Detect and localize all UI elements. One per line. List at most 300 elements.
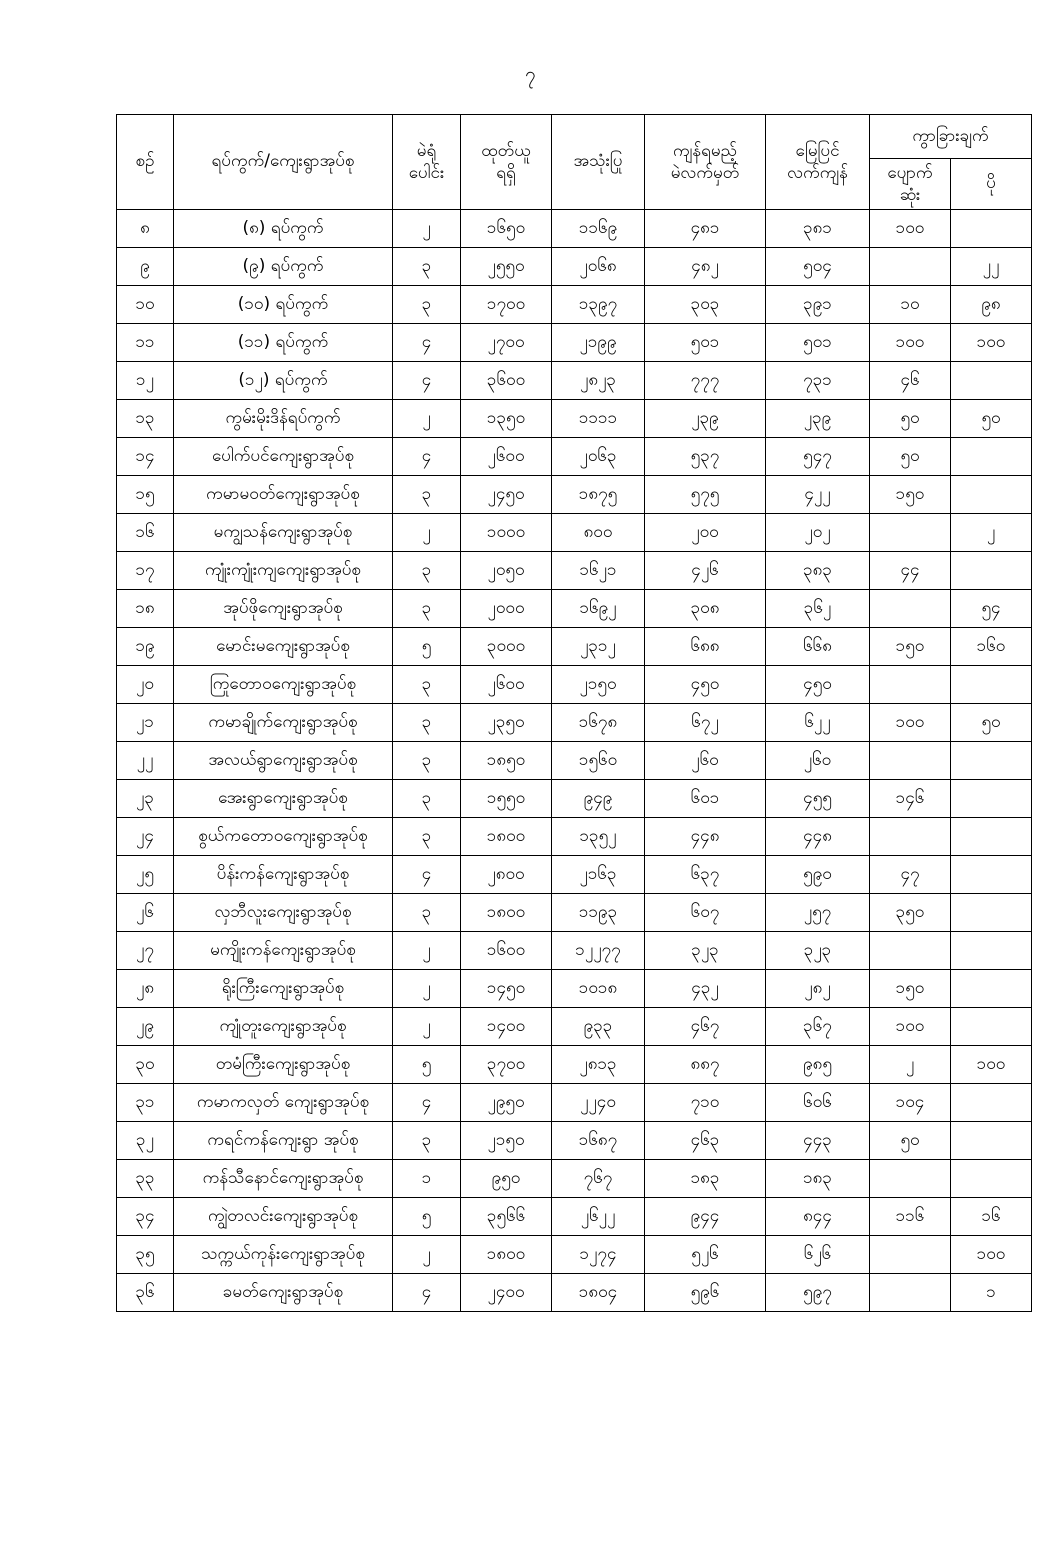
- cell-remaining: ၈၈၇: [645, 1046, 766, 1084]
- cell-missing: [870, 818, 951, 856]
- cell-remaining: ၃၀၈: [645, 590, 766, 628]
- cell-ground-balance: ၃၈၃: [766, 552, 870, 590]
- cell-no: ၈: [117, 210, 174, 248]
- table-row: [117, 1274, 1032, 1312]
- cell-remaining: ၆၀၁: [645, 780, 766, 818]
- cell-extra: [951, 362, 1032, 400]
- cell-no: ၃၃: [117, 1160, 174, 1198]
- cell-used: ၂၆၂၂: [552, 1198, 645, 1236]
- cell-ground-balance: ၂၆၀: [766, 742, 870, 780]
- table-header: [117, 115, 1032, 210]
- cell-extra: ၅၄: [951, 590, 1032, 628]
- cell-missing: [870, 742, 951, 780]
- cell-extra: ၁: [951, 1274, 1032, 1312]
- cell-issued: ၂၁၅၀: [461, 1122, 552, 1160]
- cell-polling-stations: ၂: [393, 400, 461, 438]
- column-header-polling-stations-line1: မဲရုံ: [416, 141, 437, 161]
- cell-issued: ၁၀၀၀: [461, 514, 552, 552]
- table-header-row-1: [117, 115, 1032, 159]
- page-number: ၇: [525, 63, 536, 85]
- cell-polling-stations: ၂: [393, 932, 461, 970]
- cell-remaining: ၂၃၉: [645, 400, 766, 438]
- cell-remaining: ၄၆၃: [645, 1122, 766, 1160]
- column-header-issued-line2: ရရှိ: [496, 163, 516, 184]
- cell-name: (၈) ရပ်ကွက်: [174, 210, 393, 248]
- table-row: [117, 1084, 1032, 1122]
- cell-remaining: ၄၃၂: [645, 970, 766, 1008]
- cell-no: ၂၉: [117, 1008, 174, 1046]
- cell-no: ၁၆: [117, 514, 174, 552]
- cell-name: ကျုံးကျုံးကျကျေးရွာအုပ်စု: [174, 552, 393, 590]
- cell-ground-balance: ၃၉၁: [766, 286, 870, 324]
- cell-issued: ၁၆၀၀: [461, 932, 552, 970]
- column-header-remaining-line1: ကျန်ရမည့်: [672, 141, 738, 161]
- ballot-summary-table: [116, 114, 1032, 1312]
- column-header-polling-stations-line2: ပေါင်း: [408, 163, 445, 184]
- cell-remaining: ၄၅၀: [645, 666, 766, 704]
- cell-remaining: ၄၈၂: [645, 248, 766, 286]
- cell-polling-stations: ၃: [393, 1122, 461, 1160]
- cell-name: (၁၁) ရပ်ကွက်: [174, 324, 393, 362]
- cell-remaining: ၅၇၅: [645, 476, 766, 514]
- cell-polling-stations: ၂: [393, 1008, 461, 1046]
- cell-missing: [870, 590, 951, 628]
- cell-polling-stations: ၄: [393, 856, 461, 894]
- cell-name: တမံကြီးကျေးရွာအုပ်စု: [174, 1046, 393, 1084]
- cell-missing: [870, 514, 951, 552]
- cell-no: ၂၆: [117, 894, 174, 932]
- cell-name: သက္ကယ်ကုန်းကျေးရွာအုပ်စု: [174, 1236, 393, 1274]
- cell-missing: ၁၀၀: [870, 210, 951, 248]
- cell-name: အေးရွာကျေးရွာအုပ်စု: [174, 780, 393, 818]
- cell-extra: [951, 894, 1032, 932]
- cell-issued: ၁၆၅၀: [461, 210, 552, 248]
- cell-ground-balance: ၃၈၁: [766, 210, 870, 248]
- cell-ground-balance: ၆၂၆: [766, 1236, 870, 1274]
- column-header-remaining: [645, 115, 766, 210]
- cell-remaining: ၇၇၇: [645, 362, 766, 400]
- table-row: [117, 704, 1032, 742]
- cell-missing: [870, 932, 951, 970]
- cell-remaining: ၄၄၈: [645, 818, 766, 856]
- table-row: [117, 1008, 1032, 1046]
- table-row: [117, 742, 1032, 780]
- cell-ground-balance: ၅၀၄: [766, 248, 870, 286]
- cell-polling-stations: ၃: [393, 590, 461, 628]
- cell-polling-stations: ၃: [393, 286, 461, 324]
- cell-extra: [951, 970, 1032, 1008]
- cell-missing: ၁၀: [870, 286, 951, 324]
- table-row: [117, 970, 1032, 1008]
- cell-name: ပိန်းကန်ကျေးရွာအုပ်စု: [174, 856, 393, 894]
- cell-issued: ၂၈၀၀: [461, 856, 552, 894]
- cell-name: ပေါက်ပင်ကျေးရွာအုပ်စု: [174, 438, 393, 476]
- cell-used: ၇၆၇: [552, 1160, 645, 1198]
- cell-extra: [951, 856, 1032, 894]
- cell-name: ကြုတောဝကျေးရွာအုပ်စု: [174, 666, 393, 704]
- cell-polling-stations: ၃: [393, 552, 461, 590]
- cell-missing: ၃၅၀: [870, 894, 951, 932]
- cell-extra: [951, 210, 1032, 248]
- cell-polling-stations: ၅: [393, 1198, 461, 1236]
- cell-remaining: ၁၈၃: [645, 1160, 766, 1198]
- cell-polling-stations: ၃: [393, 894, 461, 932]
- cell-used: ၂၂၄၀: [552, 1084, 645, 1122]
- cell-used: ၁၃၅၂: [552, 818, 645, 856]
- cell-issued: ၂၀၅၀: [461, 552, 552, 590]
- cell-name: ကျွဲတလင်းကျေးရွာအုပ်စု: [174, 1198, 393, 1236]
- cell-issued: ၂၆၀၀: [461, 666, 552, 704]
- column-header-issued: [461, 115, 552, 210]
- cell-polling-stations: ၁: [393, 1160, 461, 1198]
- table-row: [117, 1198, 1032, 1236]
- cell-no: ၁၁: [117, 324, 174, 362]
- cell-no: ၂၂: [117, 742, 174, 780]
- cell-no: ၃၁: [117, 1084, 174, 1122]
- cell-polling-stations: ၂: [393, 210, 461, 248]
- cell-extra: ၅၀: [951, 704, 1032, 742]
- cell-missing: ၁၀၀: [870, 324, 951, 362]
- cell-used: ၁၈၇၅: [552, 476, 645, 514]
- cell-missing: ၄၆: [870, 362, 951, 400]
- cell-missing: ၁၅၀: [870, 628, 951, 666]
- column-header-difference: ကွာခြားချက်: [870, 115, 1032, 159]
- cell-ground-balance: ၂၃၉: [766, 400, 870, 438]
- cell-ground-balance: ၅၄၇: [766, 438, 870, 476]
- cell-remaining: ၉၄၄: [645, 1198, 766, 1236]
- cell-extra: ၁၆: [951, 1198, 1032, 1236]
- cell-used: ၁၀၁၈: [552, 970, 645, 1008]
- cell-name: ကွမ်းမိုးဒိန်ရပ်ကွက်: [174, 400, 393, 438]
- cell-name: (၁၀) ရပ်ကွက်: [174, 286, 393, 324]
- cell-no: ၁၀: [117, 286, 174, 324]
- cell-no: ၁၃: [117, 400, 174, 438]
- cell-remaining: ၆၇၂: [645, 704, 766, 742]
- cell-remaining: ၃၂၃: [645, 932, 766, 970]
- cell-ground-balance: ၅၉၀: [766, 856, 870, 894]
- cell-name: ကန်သီနောင်ကျေးရွာအုပ်စု: [174, 1160, 393, 1198]
- column-header-extra: ပို: [951, 159, 1032, 210]
- cell-polling-stations: ၄: [393, 362, 461, 400]
- table-row: [117, 248, 1032, 286]
- table-body: [117, 210, 1032, 1312]
- table-row: [117, 818, 1032, 856]
- cell-used: ၉၄၉: [552, 780, 645, 818]
- cell-missing: [870, 248, 951, 286]
- cell-issued: ၁၈၀၀: [461, 894, 552, 932]
- column-header-missing-line1: ပျောက်: [887, 163, 933, 183]
- cell-name: ခမတ်ကျေးရွာအုပ်စု: [174, 1274, 393, 1312]
- cell-extra: [951, 780, 1032, 818]
- cell-polling-stations: ၃: [393, 476, 461, 514]
- cell-used: ၁၁၉၃: [552, 894, 645, 932]
- cell-extra: [951, 1084, 1032, 1122]
- cell-polling-stations: ၄: [393, 324, 461, 362]
- cell-issued: ၂၆၀၀: [461, 438, 552, 476]
- cell-issued: ၉၅၀: [461, 1160, 552, 1198]
- cell-polling-stations: ၃: [393, 248, 461, 286]
- cell-name: ကျုံတူးကျေးရွာအုပ်စု: [174, 1008, 393, 1046]
- table-row: [117, 438, 1032, 476]
- cell-remaining: ၄၆၇: [645, 1008, 766, 1046]
- cell-issued: ၁၄၀၀: [461, 1008, 552, 1046]
- cell-polling-stations: ၃: [393, 818, 461, 856]
- cell-used: ၁၆၇၈: [552, 704, 645, 742]
- cell-no: ၂၇: [117, 932, 174, 970]
- cell-name: အုပ်ဖိုကျေးရွာအုပ်စု: [174, 590, 393, 628]
- cell-polling-stations: ၄: [393, 438, 461, 476]
- cell-used: ၁၆၈၇: [552, 1122, 645, 1160]
- column-header-remaining-line2: မဲလက်မှတ်: [670, 163, 740, 184]
- cell-remaining: ၆၈၈: [645, 628, 766, 666]
- cell-extra: [951, 438, 1032, 476]
- column-header-missing: [870, 159, 951, 210]
- cell-ground-balance: ၂၀၂: [766, 514, 870, 552]
- column-header-no: စဉ်: [117, 115, 174, 210]
- cell-used: ၁၂၇၄: [552, 1236, 645, 1274]
- cell-ground-balance: ၄၄၈: [766, 818, 870, 856]
- cell-extra: [951, 1008, 1032, 1046]
- cell-used: ၁၆၂၁: [552, 552, 645, 590]
- cell-no: ၂၀: [117, 666, 174, 704]
- table-row: [117, 286, 1032, 324]
- cell-issued: ၁၄၅၀: [461, 970, 552, 1008]
- cell-polling-stations: ၅: [393, 628, 461, 666]
- cell-no: ၁၈: [117, 590, 174, 628]
- cell-ground-balance: ၅၉၇: [766, 1274, 870, 1312]
- cell-extra: ၂၂: [951, 248, 1032, 286]
- cell-extra: [951, 742, 1032, 780]
- cell-issued: ၁၈၀၀: [461, 1236, 552, 1274]
- cell-ground-balance: ၆၀၆: [766, 1084, 870, 1122]
- cell-missing: ၄၇: [870, 856, 951, 894]
- cell-missing: ၁၁၆: [870, 1198, 951, 1236]
- cell-issued: ၃၀၀၀: [461, 628, 552, 666]
- cell-extra: [951, 666, 1032, 704]
- cell-polling-stations: ၃: [393, 742, 461, 780]
- column-header-polling-stations: [393, 115, 461, 210]
- cell-extra: ၁၀၀: [951, 1236, 1032, 1274]
- cell-ground-balance: ၈၄၄: [766, 1198, 870, 1236]
- cell-no: ၃၆: [117, 1274, 174, 1312]
- cell-ground-balance: ၄၅၅: [766, 780, 870, 818]
- cell-polling-stations: ၄: [393, 1274, 461, 1312]
- cell-remaining: ၂၀၀: [645, 514, 766, 552]
- cell-missing: ၅၀: [870, 400, 951, 438]
- cell-name: ကမာမဝတ်ကျေးရွာအုပ်စု: [174, 476, 393, 514]
- table-row: [117, 1236, 1032, 1274]
- cell-missing: ၂: [870, 1046, 951, 1084]
- cell-missing: [870, 1160, 951, 1198]
- cell-issued: ၁၅၅၀: [461, 780, 552, 818]
- cell-ground-balance: ၉၈၅: [766, 1046, 870, 1084]
- cell-used: ၁၈၀၄: [552, 1274, 645, 1312]
- cell-issued: ၃၇၀၀: [461, 1046, 552, 1084]
- cell-extra: [951, 1160, 1032, 1198]
- cell-used: ၉၃၃: [552, 1008, 645, 1046]
- cell-extra: ၁၀၀: [951, 1046, 1032, 1084]
- cell-name: ကရင်ကန်ကျေးရွာ အုပ်စု: [174, 1122, 393, 1160]
- cell-missing: [870, 666, 951, 704]
- cell-issued: ၂၃၅၀: [461, 704, 552, 742]
- cell-issued: ၃၅၆၆: [461, 1198, 552, 1236]
- table-row: [117, 362, 1032, 400]
- cell-remaining: ၅၂၆: [645, 1236, 766, 1274]
- cell-remaining: ၃၀၃: [645, 286, 766, 324]
- cell-used: ၁၅၆၀: [552, 742, 645, 780]
- cell-ground-balance: ၃၆၂: [766, 590, 870, 628]
- cell-missing: ၄၄: [870, 552, 951, 590]
- cell-ground-balance: ၆၆၈: [766, 628, 870, 666]
- cell-ground-balance: ၄၅၀: [766, 666, 870, 704]
- column-header-ground-balance: [766, 115, 870, 210]
- cell-extra: ၂: [951, 514, 1032, 552]
- cell-used: ၁၆၉၂: [552, 590, 645, 628]
- cell-used: ၂၀၆၈: [552, 248, 645, 286]
- cell-used: ၂၈၂၃: [552, 362, 645, 400]
- cell-ground-balance: ၄၄၃: [766, 1122, 870, 1160]
- table-row: [117, 514, 1032, 552]
- column-header-missing-line2: ဆုံး: [899, 185, 921, 206]
- cell-missing: [870, 1236, 951, 1274]
- cell-issued: ၂၄၅၀: [461, 476, 552, 514]
- cell-no: ၂၅: [117, 856, 174, 894]
- column-header-name: ရပ်ကွက်/ကျေးရွာအုပ်စု: [174, 115, 393, 210]
- cell-no: ၂၁: [117, 704, 174, 742]
- cell-remaining: ၇၁၀: [645, 1084, 766, 1122]
- cell-polling-stations: ၄: [393, 1084, 461, 1122]
- cell-missing: ၁၀၀: [870, 704, 951, 742]
- cell-used: ၁၃၉၇: [552, 286, 645, 324]
- cell-no: ၂၈: [117, 970, 174, 1008]
- cell-no: ၃၂: [117, 1122, 174, 1160]
- cell-remaining: ၅၃၇: [645, 438, 766, 476]
- cell-missing: ၁၄၆: [870, 780, 951, 818]
- cell-remaining: ၅၉၆: [645, 1274, 766, 1312]
- cell-ground-balance: ၂၈၂: [766, 970, 870, 1008]
- cell-missing: ၁၅၀: [870, 476, 951, 514]
- cell-missing: ၅၀: [870, 1122, 951, 1160]
- cell-no: ၂၃: [117, 780, 174, 818]
- cell-issued: ၁၈၀၀: [461, 818, 552, 856]
- cell-used: ၂၈၁၃: [552, 1046, 645, 1084]
- cell-no: ၁၇: [117, 552, 174, 590]
- cell-polling-stations: ၅: [393, 1046, 461, 1084]
- cell-extra: [951, 932, 1032, 970]
- cell-ground-balance: ၄၂၂: [766, 476, 870, 514]
- cell-no: ၁၄: [117, 438, 174, 476]
- cell-name: စွယ်ကတောဝကျေးရွာအုပ်စု: [174, 818, 393, 856]
- cell-issued: ၁၃၅၀: [461, 400, 552, 438]
- cell-polling-stations: ၃: [393, 780, 461, 818]
- cell-name: အလယ်ရွာကျေးရွာအုပ်စု: [174, 742, 393, 780]
- cell-issued: ၂၅၅၀: [461, 248, 552, 286]
- cell-missing: ၁၀၀: [870, 1008, 951, 1046]
- table-row: [117, 894, 1032, 932]
- cell-remaining: ၆၀၇: [645, 894, 766, 932]
- table-row: [117, 1160, 1032, 1198]
- cell-name: မကျိုးကန်ကျေးရွာအုပ်စု: [174, 932, 393, 970]
- cell-polling-stations: ၃: [393, 704, 461, 742]
- table-row: [117, 476, 1032, 514]
- cell-extra: ၁၆၀: [951, 628, 1032, 666]
- cell-remaining: ၂၆၀: [645, 742, 766, 780]
- column-header-issued-line1: ထုတ်ယူ: [481, 141, 531, 161]
- table-container: [0, 114, 1061, 1312]
- cell-used: ၂၁၆၃: [552, 856, 645, 894]
- table-row: [117, 210, 1032, 248]
- cell-remaining: ၆၃၇: [645, 856, 766, 894]
- cell-extra: ၉၈: [951, 286, 1032, 324]
- cell-remaining: ၄၂၆: [645, 552, 766, 590]
- cell-used: ၁၁၆၉: [552, 210, 645, 248]
- cell-remaining: ၄၈၁: [645, 210, 766, 248]
- table-row: [117, 856, 1032, 894]
- cell-no: ၃၄: [117, 1198, 174, 1236]
- cell-name: မောင်းမကျေးရွာအုပ်စု: [174, 628, 393, 666]
- cell-name: ကမာချိုက်ကျေးရွာအုပ်စု: [174, 704, 393, 742]
- cell-polling-stations: ၂: [393, 1236, 461, 1274]
- cell-extra: [951, 476, 1032, 514]
- cell-polling-stations: ၂: [393, 514, 461, 552]
- table-row: [117, 628, 1032, 666]
- cell-name: (၉) ရပ်ကွက်: [174, 248, 393, 286]
- cell-no: ၁၅: [117, 476, 174, 514]
- cell-extra: ၅၀: [951, 400, 1032, 438]
- document-page: [0, 62, 1061, 1562]
- cell-issued: ၂၄၀၀: [461, 1274, 552, 1312]
- cell-issued: ၃၆၀၀: [461, 362, 552, 400]
- cell-no: ၂၄: [117, 818, 174, 856]
- cell-issued: ၁၈၅၀: [461, 742, 552, 780]
- cell-ground-balance: ၁၈၃: [766, 1160, 870, 1198]
- cell-issued: ၂၉၅၀: [461, 1084, 552, 1122]
- table-row: [117, 666, 1032, 704]
- table-row: [117, 552, 1032, 590]
- cell-issued: ၁၇၀၀: [461, 286, 552, 324]
- cell-missing: [870, 1274, 951, 1312]
- cell-name: မကျွသန်ကျေးရွာအုပ်စု: [174, 514, 393, 552]
- column-header-ground-balance-line1: မြေပြင်: [795, 141, 840, 161]
- table-row: [117, 400, 1032, 438]
- cell-no: ၉: [117, 248, 174, 286]
- cell-used: ၂၁၅၀: [552, 666, 645, 704]
- cell-missing: ၁၅၀: [870, 970, 951, 1008]
- cell-extra: [951, 552, 1032, 590]
- cell-no: ၃၀: [117, 1046, 174, 1084]
- cell-ground-balance: ၇၃၁: [766, 362, 870, 400]
- cell-missing: ၅၀: [870, 438, 951, 476]
- cell-no: ၁၉: [117, 628, 174, 666]
- table-row: [117, 324, 1032, 362]
- cell-no: ၃၅: [117, 1236, 174, 1274]
- cell-issued: ၂၀၀၀: [461, 590, 552, 628]
- cell-used: ၂၀၆၃: [552, 438, 645, 476]
- cell-extra: ၁၀၀: [951, 324, 1032, 362]
- cell-used: ၈၀၀: [552, 514, 645, 552]
- cell-name: (၁၂) ရပ်ကွက်: [174, 362, 393, 400]
- table-row: [117, 932, 1032, 970]
- cell-extra: [951, 1122, 1032, 1160]
- cell-ground-balance: ၃၆၇: [766, 1008, 870, 1046]
- table-row: [117, 1122, 1032, 1160]
- table-row: [117, 1046, 1032, 1084]
- cell-polling-stations: ၂: [393, 970, 461, 1008]
- column-header-ground-balance-line2: လက်ကျန်: [787, 163, 848, 184]
- cell-missing: ၁၀၄: [870, 1084, 951, 1122]
- cell-name: လှဘီလူးကျေးရွာအုပ်စု: [174, 894, 393, 932]
- column-header-used: အသုံးပြု: [552, 115, 645, 210]
